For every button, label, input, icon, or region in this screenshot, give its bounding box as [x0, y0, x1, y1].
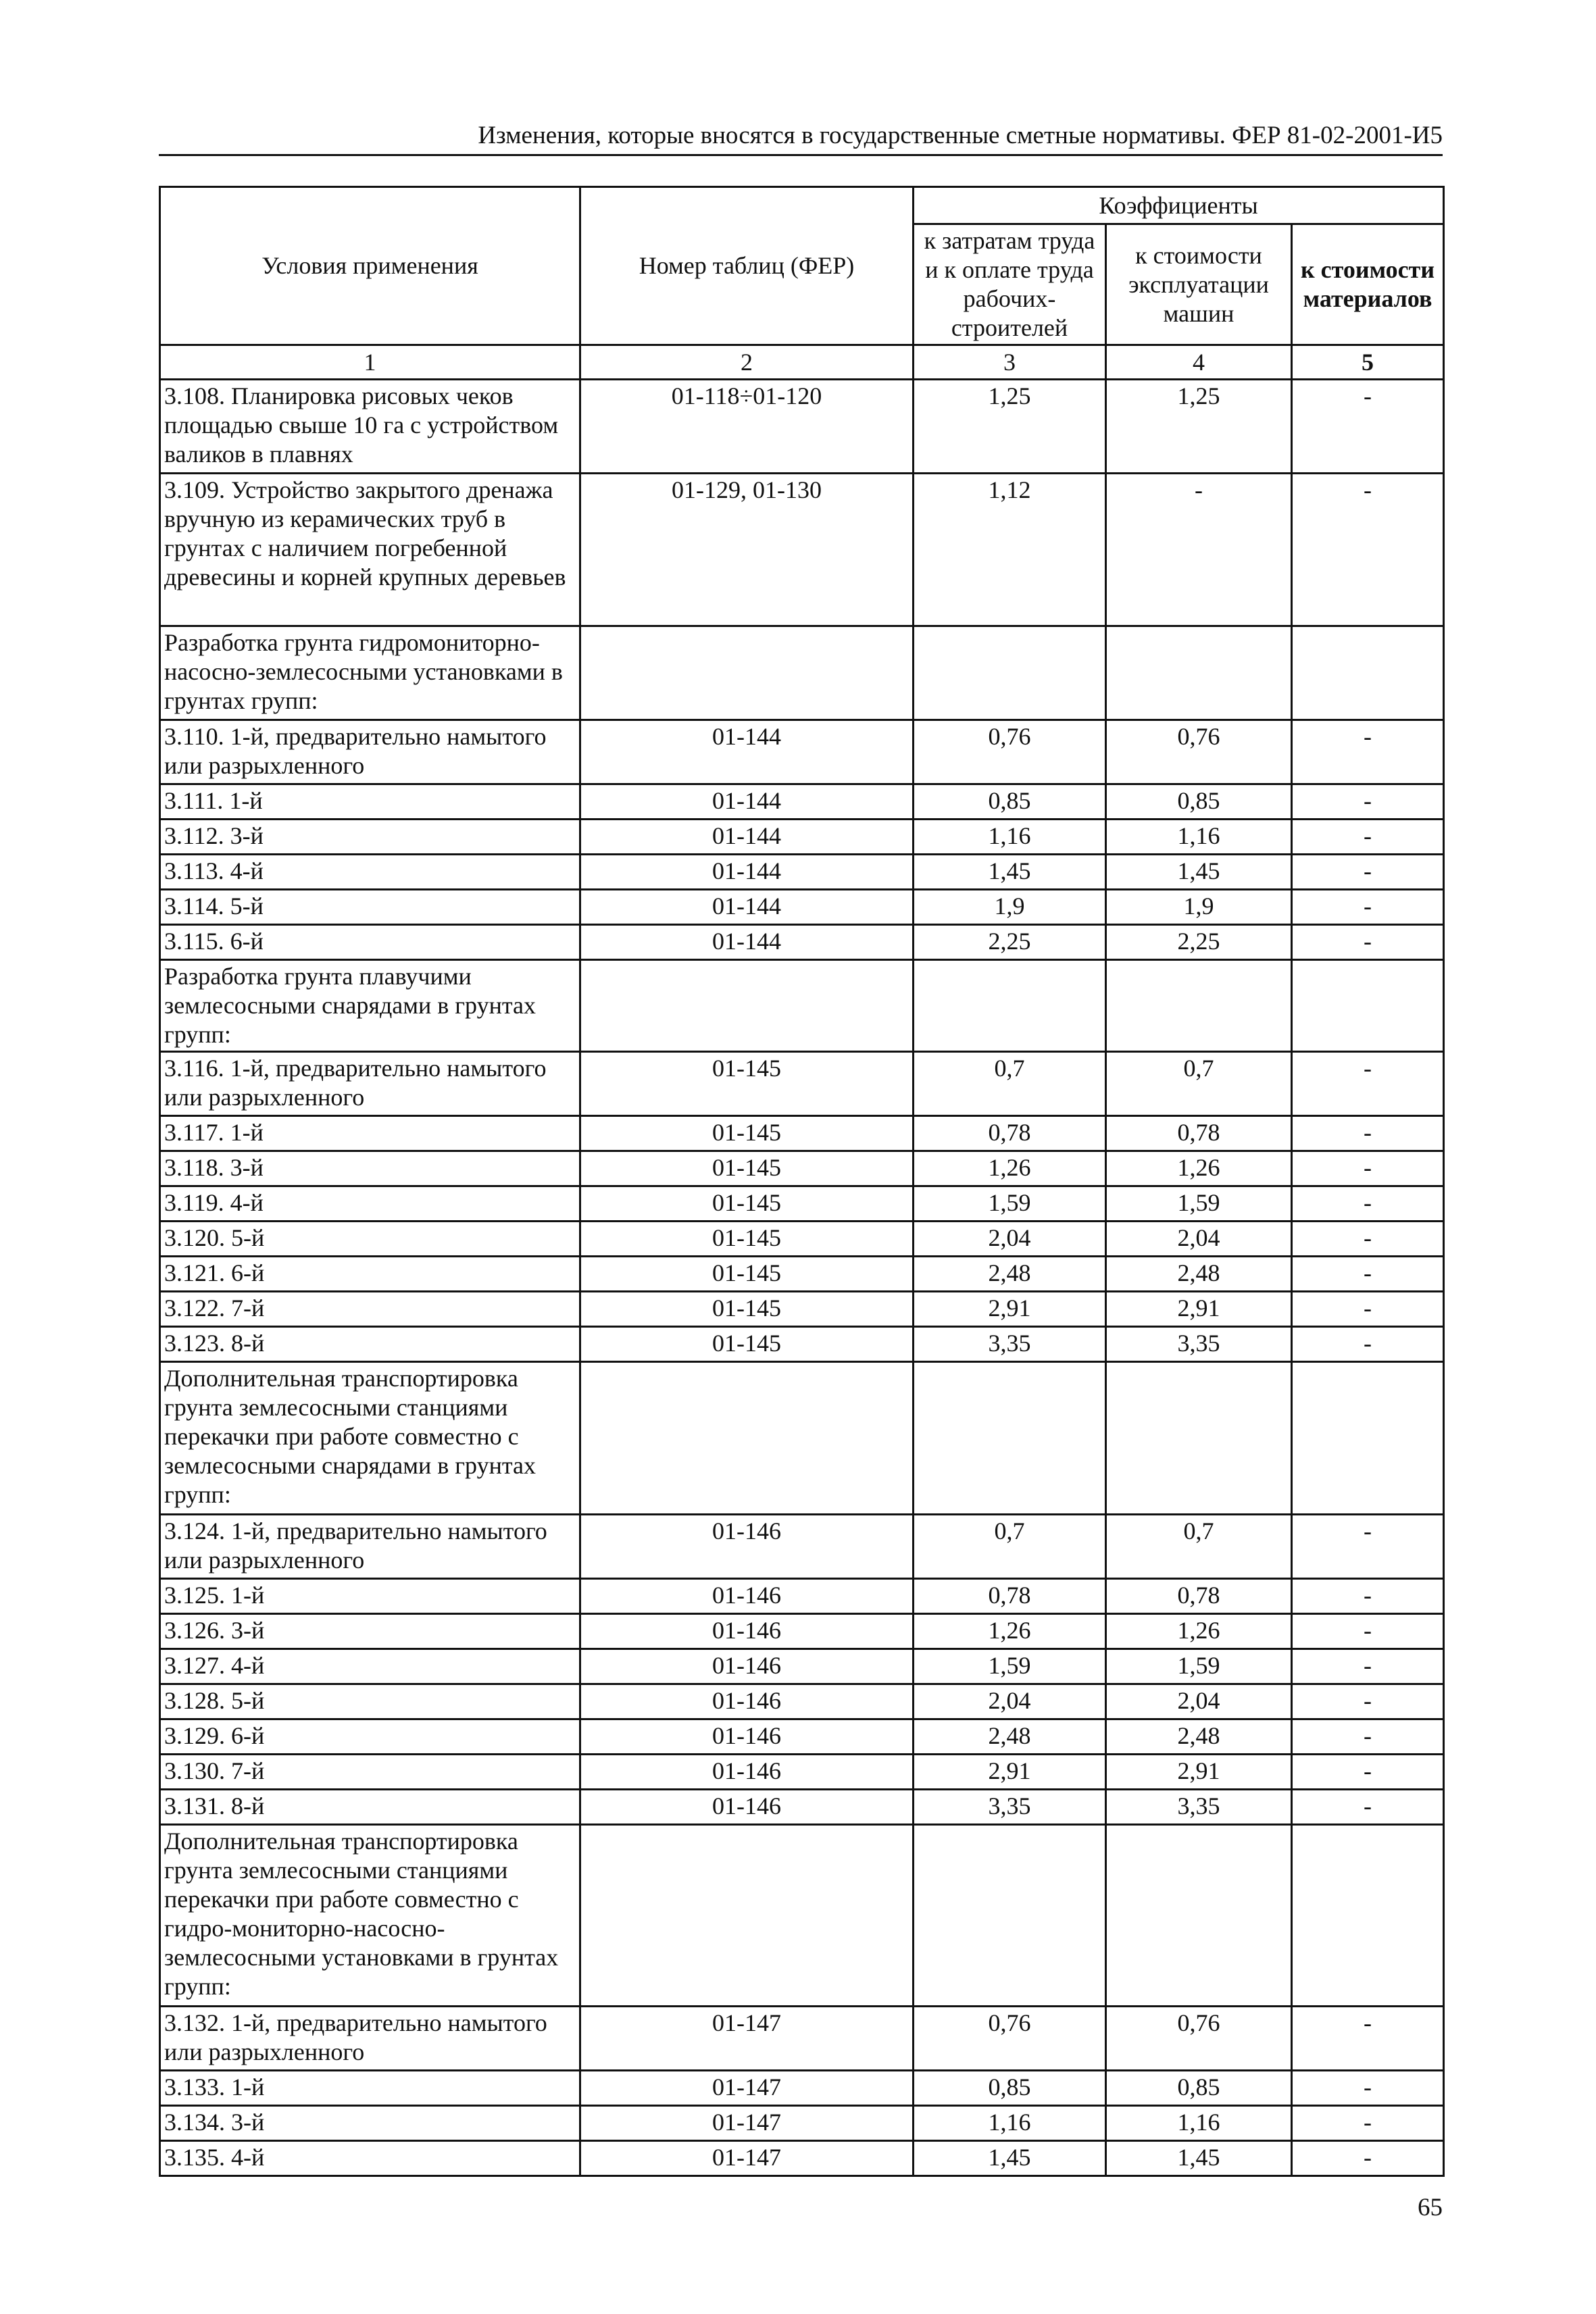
table-number-cell — [580, 960, 914, 1052]
materials-coefficient-cell: - — [1292, 474, 1444, 626]
labor-coefficient-cell: 2,91 — [914, 1292, 1106, 1327]
labor-coefficient-cell: 2,48 — [914, 1257, 1106, 1292]
materials-coefficient-cell — [1292, 1362, 1444, 1515]
condition-cell: 3.117. 1-й — [160, 1116, 580, 1151]
machines-coefficient-cell: 0,85 — [1106, 784, 1292, 820]
condition-cell: 3.114. 5-й — [160, 890, 580, 925]
table-row — [160, 1790, 1444, 1825]
machines-coefficient-cell: 0,7 — [1106, 1052, 1292, 1116]
table-number-cell: 01-146 — [580, 1614, 914, 1649]
labor-coefficient-cell: 1,59 — [914, 1649, 1106, 1684]
labor-coefficient-cell: 1,25 — [914, 380, 1106, 474]
labor-coefficient-cell: 0,78 — [914, 1579, 1106, 1614]
table-number-cell: 01-129, 01-130 — [580, 474, 914, 626]
table-row — [160, 1186, 1444, 1222]
condition-cell: 3.126. 3-й — [160, 1614, 580, 1649]
labor-coefficient-cell: 2,91 — [914, 1755, 1106, 1790]
machines-coefficient-cell: 3,35 — [1106, 1790, 1292, 1825]
table-number-cell: 01-146 — [580, 1579, 914, 1614]
condition-cell: 3.133. 1-й — [160, 2071, 580, 2106]
table-row — [160, 1649, 1444, 1684]
condition-cell: 3.109. Устройство закрытого дренажа вручную из керамических труб в грунтах с наличием погребенной древесины и корней крупных деревьев — [160, 474, 580, 626]
machines-coefficient-cell: 1,45 — [1106, 2141, 1292, 2176]
condition-cell: 3.128. 5-й — [160, 1684, 580, 1719]
machines-coefficient-cell: 2,91 — [1106, 1755, 1292, 1790]
table-row — [160, 925, 1444, 960]
table-row — [160, 380, 1444, 474]
materials-coefficient-cell: - — [1292, 1684, 1444, 1719]
labor-coefficient-cell: 0,78 — [914, 1116, 1106, 1151]
machines-coefficient-cell — [1106, 1362, 1292, 1515]
header-labor: к затратам труда и к оплате труда рабочих-строителей — [914, 224, 1106, 345]
machines-coefficient-cell: 0,85 — [1106, 2071, 1292, 2106]
labor-coefficient-cell: 0,7 — [914, 1515, 1106, 1579]
condition-cell: 3.112. 3-й — [160, 820, 580, 855]
materials-coefficient-cell: - — [1292, 1790, 1444, 1825]
materials-coefficient-cell — [1292, 1825, 1444, 2007]
materials-coefficient-cell: - — [1292, 1719, 1444, 1755]
materials-coefficient-cell — [1292, 960, 1444, 1052]
machines-coefficient-cell: 0,7 — [1106, 1515, 1292, 1579]
table-number-cell: 01-146 — [580, 1515, 914, 1579]
table-number-cell: 01-145 — [580, 1257, 914, 1292]
table-number-cell: 01-144 — [580, 720, 914, 784]
condition-cell: 3.125. 1-й — [160, 1579, 580, 1614]
table-row — [160, 1614, 1444, 1649]
condition-cell: 3.123. 8-й — [160, 1327, 580, 1362]
table-number-cell: 01-144 — [580, 855, 914, 890]
table-row — [160, 2007, 1444, 2071]
table-number-cell: 01-144 — [580, 925, 914, 960]
materials-coefficient-cell: - — [1292, 1292, 1444, 1327]
labor-coefficient-cell — [914, 960, 1106, 1052]
materials-coefficient-cell: - — [1292, 380, 1444, 474]
table-row — [160, 1755, 1444, 1790]
table-row — [160, 2106, 1444, 2141]
condition-cell: 3.130. 7-й — [160, 1755, 580, 1790]
machines-coefficient-cell — [1106, 626, 1292, 720]
labor-coefficient-cell: 2,04 — [914, 1684, 1106, 1719]
condition-cell: 3.131. 8-й — [160, 1790, 580, 1825]
condition-cell: 3.129. 6-й — [160, 1719, 580, 1755]
column-number: 5 — [1292, 345, 1444, 380]
table-row — [160, 2071, 1444, 2106]
materials-coefficient-cell: - — [1292, 2071, 1444, 2106]
table-number-cell: 01-144 — [580, 890, 914, 925]
machines-coefficient-cell: 1,26 — [1106, 1151, 1292, 1186]
machines-coefficient-cell: 1,9 — [1106, 890, 1292, 925]
table-row — [160, 820, 1444, 855]
table-row — [160, 1151, 1444, 1186]
labor-coefficient-cell: 0,7 — [914, 1052, 1106, 1116]
column-number: 3 — [914, 345, 1106, 380]
labor-coefficient-cell: 1,59 — [914, 1186, 1106, 1222]
labor-coefficient-cell: 1,12 — [914, 474, 1106, 626]
machines-coefficient-cell: 3,35 — [1106, 1327, 1292, 1362]
table-row — [160, 1116, 1444, 1151]
labor-coefficient-cell: 1,16 — [914, 820, 1106, 855]
header-table-numbers: Номер таблиц (ФЕР) — [580, 187, 914, 345]
machines-coefficient-cell: 1,16 — [1106, 2106, 1292, 2141]
column-number: 2 — [580, 345, 914, 380]
condition-cell: Разработка грунта гидромониторно-насосно-землесосными установками в грунтах групп: — [160, 626, 580, 720]
condition-cell: 3.108. Планировка рисовых чеков площадью свыше 10 га с устройством валиков в плавнях — [160, 380, 580, 474]
table-number-cell: 01-147 — [580, 2106, 914, 2141]
machines-coefficient-cell: 2,48 — [1106, 1257, 1292, 1292]
labor-coefficient-cell: 3,35 — [914, 1327, 1106, 1362]
materials-coefficient-cell: - — [1292, 855, 1444, 890]
materials-coefficient-cell: - — [1292, 925, 1444, 960]
table-number-cell: 01-147 — [580, 2071, 914, 2106]
labor-coefficient-cell: 1,9 — [914, 890, 1106, 925]
labor-coefficient-cell — [914, 626, 1106, 720]
materials-coefficient-cell: - — [1292, 1579, 1444, 1614]
table-number-cell: 01-146 — [580, 1719, 914, 1755]
condition-cell: 3.110. 1-й, предварительно намытого или разрыхленного — [160, 720, 580, 784]
table-row — [160, 2141, 1444, 2176]
table-row — [160, 1292, 1444, 1327]
table-number-cell — [580, 626, 914, 720]
materials-coefficient-cell: - — [1292, 1116, 1444, 1151]
labor-coefficient-cell: 3,35 — [914, 1790, 1106, 1825]
column-number: 1 — [160, 345, 580, 380]
coefficients-table — [159, 186, 1445, 2177]
materials-coefficient-cell: - — [1292, 1649, 1444, 1684]
table-row — [160, 1825, 1444, 2007]
machines-coefficient-cell: 1,59 — [1106, 1186, 1292, 1222]
table-number-cell: 01-146 — [580, 1649, 914, 1684]
materials-coefficient-cell: - — [1292, 1257, 1444, 1292]
page-number: 65 — [1418, 2194, 1443, 2221]
labor-coefficient-cell: 1,26 — [914, 1614, 1106, 1649]
machines-coefficient-cell: 1,59 — [1106, 1649, 1292, 1684]
machines-coefficient-cell: 2,91 — [1106, 1292, 1292, 1327]
labor-coefficient-cell: 0,85 — [914, 2071, 1106, 2106]
table-header — [160, 187, 1444, 380]
table-row — [160, 1579, 1444, 1614]
machines-coefficient-cell — [1106, 960, 1292, 1052]
materials-coefficient-cell: - — [1292, 2007, 1444, 2071]
table-row — [160, 1362, 1444, 1515]
machines-coefficient-cell: - — [1106, 474, 1292, 626]
table-number-cell: 01-145 — [580, 1186, 914, 1222]
table-body — [160, 380, 1444, 2176]
labor-coefficient-cell: 0,76 — [914, 2007, 1106, 2071]
table-number-cell: 01-145 — [580, 1292, 914, 1327]
machines-coefficient-cell — [1106, 1825, 1292, 2007]
labor-coefficient-cell: 1,45 — [914, 855, 1106, 890]
machines-coefficient-cell: 1,16 — [1106, 820, 1292, 855]
table-row — [160, 890, 1444, 925]
condition-cell: Дополнительная транспортировка грунта землесосными станциями перекачки при работе совместно с землесосными снарядами в грунтах групп: — [160, 1362, 580, 1515]
materials-coefficient-cell: - — [1292, 1186, 1444, 1222]
condition-cell: 3.121. 6-й — [160, 1257, 580, 1292]
labor-coefficient-cell: 2,48 — [914, 1719, 1106, 1755]
table-row — [160, 1222, 1444, 1257]
table-row — [160, 960, 1444, 1052]
labor-coefficient-cell: 0,76 — [914, 720, 1106, 784]
table-row — [160, 784, 1444, 820]
table-number-cell: 01-145 — [580, 1327, 914, 1362]
condition-cell: 3.111. 1-й — [160, 784, 580, 820]
table-row — [160, 855, 1444, 890]
table-number-cell: 01-144 — [580, 820, 914, 855]
table-row — [160, 626, 1444, 720]
condition-cell: 3.132. 1-й, предварительно намытого или разрыхленного — [160, 2007, 580, 2071]
table-row — [160, 1684, 1444, 1719]
condition-cell: 3.113. 4-й — [160, 855, 580, 890]
machines-coefficient-cell: 0,78 — [1106, 1579, 1292, 1614]
condition-cell: Разработка грунта плавучими землесосными снарядами в грунтах групп: — [160, 960, 580, 1052]
header-machines: к стоимости эксплуатации машин — [1106, 224, 1292, 345]
machines-coefficient-cell: 1,45 — [1106, 855, 1292, 890]
table-number-cell — [580, 1825, 914, 2007]
table-row — [160, 1257, 1444, 1292]
header-coefficients: Коэффициенты — [914, 187, 1444, 224]
condition-cell: 3.134. 3-й — [160, 2106, 580, 2141]
materials-coefficient-cell: - — [1292, 1151, 1444, 1186]
table-row — [160, 1719, 1444, 1755]
table-number-cell — [580, 1362, 914, 1515]
materials-coefficient-cell: - — [1292, 820, 1444, 855]
condition-cell: 3.135. 4-й — [160, 2141, 580, 2176]
machines-coefficient-cell: 1,26 — [1106, 1614, 1292, 1649]
header-materials: к стоимости материалов — [1292, 224, 1444, 345]
table-number-cell: 01-144 — [580, 784, 914, 820]
labor-coefficient-cell: 2,04 — [914, 1222, 1106, 1257]
condition-cell: 3.115. 6-й — [160, 925, 580, 960]
table-row — [160, 720, 1444, 784]
machines-coefficient-cell: 2,04 — [1106, 1684, 1292, 1719]
machines-coefficient-cell: 0,76 — [1106, 720, 1292, 784]
labor-coefficient-cell: 0,85 — [914, 784, 1106, 820]
table-number-cell: 01-146 — [580, 1684, 914, 1719]
machines-coefficient-cell: 0,78 — [1106, 1116, 1292, 1151]
table-number-cell: 01-147 — [580, 2007, 914, 2071]
column-number-row — [160, 345, 1444, 380]
table-row — [160, 1327, 1444, 1362]
materials-coefficient-cell: - — [1292, 1327, 1444, 1362]
condition-cell: 3.122. 7-й — [160, 1292, 580, 1327]
table-number-cell: 01-145 — [580, 1052, 914, 1116]
column-number: 4 — [1106, 345, 1292, 380]
machines-coefficient-cell: 1,25 — [1106, 380, 1292, 474]
condition-cell: 3.116. 1-й, предварительно намытого или разрыхленного — [160, 1052, 580, 1116]
materials-coefficient-cell: - — [1292, 890, 1444, 925]
table-number-cell: 01-145 — [580, 1151, 914, 1186]
materials-coefficient-cell: - — [1292, 720, 1444, 784]
running-header: Изменения, которые вносятся в государственные сметные нормативы. ФЕР 81-02-2001-И5 — [159, 120, 1443, 156]
machines-coefficient-cell: 2,04 — [1106, 1222, 1292, 1257]
condition-cell: 3.118. 3-й — [160, 1151, 580, 1186]
machines-coefficient-cell: 2,48 — [1106, 1719, 1292, 1755]
table-number-cell: 01-145 — [580, 1116, 914, 1151]
table-row — [160, 1052, 1444, 1116]
labor-coefficient-cell: 1,26 — [914, 1151, 1106, 1186]
materials-coefficient-cell: - — [1292, 2141, 1444, 2176]
labor-coefficient-cell — [914, 1362, 1106, 1515]
condition-cell: 3.119. 4-й — [160, 1186, 580, 1222]
materials-coefficient-cell: - — [1292, 1222, 1444, 1257]
materials-coefficient-cell: - — [1292, 1755, 1444, 1790]
table-number-cell: 01-146 — [580, 1755, 914, 1790]
labor-coefficient-cell — [914, 1825, 1106, 2007]
header-conditions: Условия применения — [160, 187, 580, 345]
materials-coefficient-cell: - — [1292, 2106, 1444, 2141]
machines-coefficient-cell: 2,25 — [1106, 925, 1292, 960]
table-number-cell: 01-145 — [580, 1222, 914, 1257]
labor-coefficient-cell: 1,45 — [914, 2141, 1106, 2176]
table-row — [160, 474, 1444, 626]
labor-coefficient-cell: 1,16 — [914, 2106, 1106, 2141]
labor-coefficient-cell: 2,25 — [914, 925, 1106, 960]
condition-cell: 3.120. 5-й — [160, 1222, 580, 1257]
table-number-cell: 01-118÷01-120 — [580, 380, 914, 474]
table-row — [160, 1515, 1444, 1579]
condition-cell: 3.124. 1-й, предварительно намытого или разрыхленного — [160, 1515, 580, 1579]
materials-coefficient-cell: - — [1292, 1052, 1444, 1116]
materials-coefficient-cell: - — [1292, 1614, 1444, 1649]
condition-cell: 3.127. 4-й — [160, 1649, 580, 1684]
materials-coefficient-cell — [1292, 626, 1444, 720]
condition-cell: Дополнительная транспортировка грунта землесосными станциями перекачки при работе совместно с гидро-мониторно-насосно-землесосными установками в грунтах групп: — [160, 1825, 580, 2007]
machines-coefficient-cell: 0,76 — [1106, 2007, 1292, 2071]
materials-coefficient-cell: - — [1292, 784, 1444, 820]
materials-coefficient-cell: - — [1292, 1515, 1444, 1579]
table-number-cell: 01-146 — [580, 1790, 914, 1825]
table-number-cell: 01-147 — [580, 2141, 914, 2176]
